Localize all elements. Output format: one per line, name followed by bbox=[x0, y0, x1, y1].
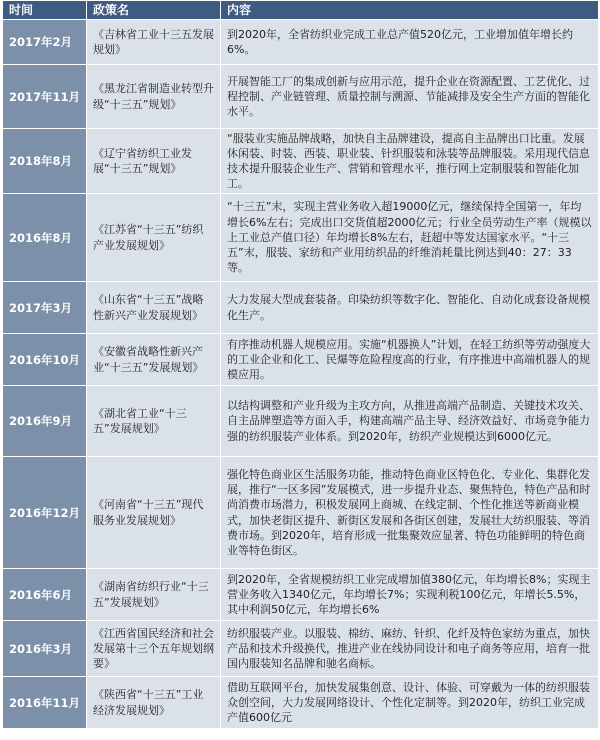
policy-table-container bbox=[2, 0, 598, 729]
row-content: 开展智能工厂的集成创新与应用示范，提升企业在资源配置、工艺优化、过程控制、产业链管理、质量控制与溯源、节能减排及安全生产方面的智能化水平。 bbox=[221, 65, 599, 129]
row-content: 到2020年，全省纺织业完成工业总产值520亿元，工业增加值年增长约6%。 bbox=[221, 20, 599, 65]
row-content: “服装业实施品牌战略，加快自主品牌建设，提高自主品牌出口比重。发展休闲装、时装、西装、职业装、针织服装和泳装等品牌服装。采用现代信息技术提升服装企业生产、营销和管理水平，推行网上定制服装和智能化加工。 bbox=[221, 129, 599, 194]
row-policy-name: 《安徽省战略性新兴产业“十三五”发展规划》 bbox=[87, 334, 221, 386]
row-policy-name: 《河南省“十三五”现代服务业发展规划》 bbox=[87, 457, 221, 569]
row-content: 纺织服装产业。以服装、棉纺、麻纺、针织、化纤及特色家纺为重点，加快产品和技术升级换代，推进产业在线协同设计和电子商务等应用，培育一批国内服装知名品牌和驰名商标。 bbox=[221, 621, 599, 677]
table-row bbox=[3, 65, 599, 129]
table-row bbox=[3, 194, 599, 282]
row-policy-name: 《江苏省“十三五”纺织产业发展规划》 bbox=[87, 194, 221, 282]
table-row bbox=[3, 621, 599, 677]
row-time: 2018年8月 bbox=[3, 129, 87, 194]
table-row bbox=[3, 677, 599, 729]
row-content: 有序推动机器人规模应用。实施“机器换人”计划，在轻工纺织等劳动强度大的工业企业和化工、民爆等危险程度高的行业，有序推进中高端机器人的规模应用。 bbox=[221, 334, 599, 386]
table-row bbox=[3, 386, 599, 457]
row-time: 2016年10月 bbox=[3, 334, 87, 386]
row-time: 2017年2月 bbox=[3, 20, 87, 65]
row-policy-name: 《湖南省纺织行业“十三五”发展规划》 bbox=[87, 569, 221, 621]
row-time: 2016年11月 bbox=[3, 677, 87, 729]
row-content: 大力发展大型成套装备。印染纺织等数字化、智能化、自动化成套设备规模化生产。 bbox=[221, 282, 599, 334]
table-row bbox=[3, 457, 599, 569]
row-policy-name: 《黑龙江省制造业转型升级“十三五”规划》 bbox=[87, 65, 221, 129]
row-policy-name: 《山东省“十三五”战略性新兴产业发展规划》 bbox=[87, 282, 221, 334]
row-content: 借助互联网平台，加快发展集创意、设计、体验、可穿戴为一体的纺织服装众创空间，大力发展网络设计、个性化定制等。到2020年，纺织工业完成产值600亿元 bbox=[221, 677, 599, 729]
table-row bbox=[3, 129, 599, 194]
header-content: 内容 bbox=[221, 1, 599, 20]
row-time: 2016年6月 bbox=[3, 569, 87, 621]
row-policy-name: 《辽宁省纺织工业发展“十三五”规划》 bbox=[87, 129, 221, 194]
header-row bbox=[3, 1, 599, 20]
row-policy-name: 《江西省国民经济和社会发展第十三个五年规划纲要》 bbox=[87, 621, 221, 677]
row-policy-name: 《陕西省“十三五”工业经济发展规划》 bbox=[87, 677, 221, 729]
row-time: 2016年9月 bbox=[3, 386, 87, 457]
row-time: 2017年11月 bbox=[3, 65, 87, 129]
table-row bbox=[3, 569, 599, 621]
table-row bbox=[3, 334, 599, 386]
table-row bbox=[3, 282, 599, 334]
row-time: 2016年8月 bbox=[3, 194, 87, 282]
row-content: 强化特色商业区生活服务功能，推动特色商业区特色化、专业化、集群化发展，推行“一区多园”发展模式，进一步提升业态、聚焦特色，特色产品和时尚消费市场潜力，积极发展网上商城、在线定制、个性化推送等新商业模式，加快老街区提升、新街区发展和各街区创建，发展壮大纺织服装、等消费市场。到2020年，培育形成一批集聚效应显著、特色功能鲜明的特色商业等特色街区。 bbox=[221, 457, 599, 569]
table-row bbox=[3, 20, 599, 65]
row-time: 2016年12月 bbox=[3, 457, 87, 569]
row-policy-name: 《湖北省工业“十三五”发展规划》 bbox=[87, 386, 221, 457]
header-policy-name: 政策名 bbox=[87, 1, 221, 20]
row-content: 以结构调整和产业升级为主攻方向，从推进高端产品制造、关键技术攻关、自主品牌塑造等方面入手，构建高端产品主导、经济效益好、市场竞争能力强的纺织服装产业体系。到2020年，纺织产业规模达到6000亿元。 bbox=[221, 386, 599, 457]
row-time: 2017年3月 bbox=[3, 282, 87, 334]
policy-table bbox=[2, 0, 599, 729]
row-time: 2016年3月 bbox=[3, 621, 87, 677]
header-time: 时间 bbox=[3, 1, 87, 20]
row-policy-name: 《吉林省工业十三五发展规划》 bbox=[87, 20, 221, 65]
row-content: 到2020年，全省规模纺织工业完成增加值380亿元，年均增长8%；实现主营业务收入1340亿元，年均增长7%；实现利税100亿元，年增长5.5%，其中利润50亿元，年均增长6% bbox=[221, 569, 599, 621]
row-content: “十三五”末，实现主营业务收入超19000亿元，继续保持全国第一，年均增长6%左右；完成出口交货值超2000亿元；行业全员劳动生产率（规模以上工业总产值口径）年均增长8%左右，赶超中等发达国家水平。“十三五”末，服装、家纺和产业用纺织品的纤维消耗量比例达到40：27：33等。 bbox=[221, 194, 599, 282]
